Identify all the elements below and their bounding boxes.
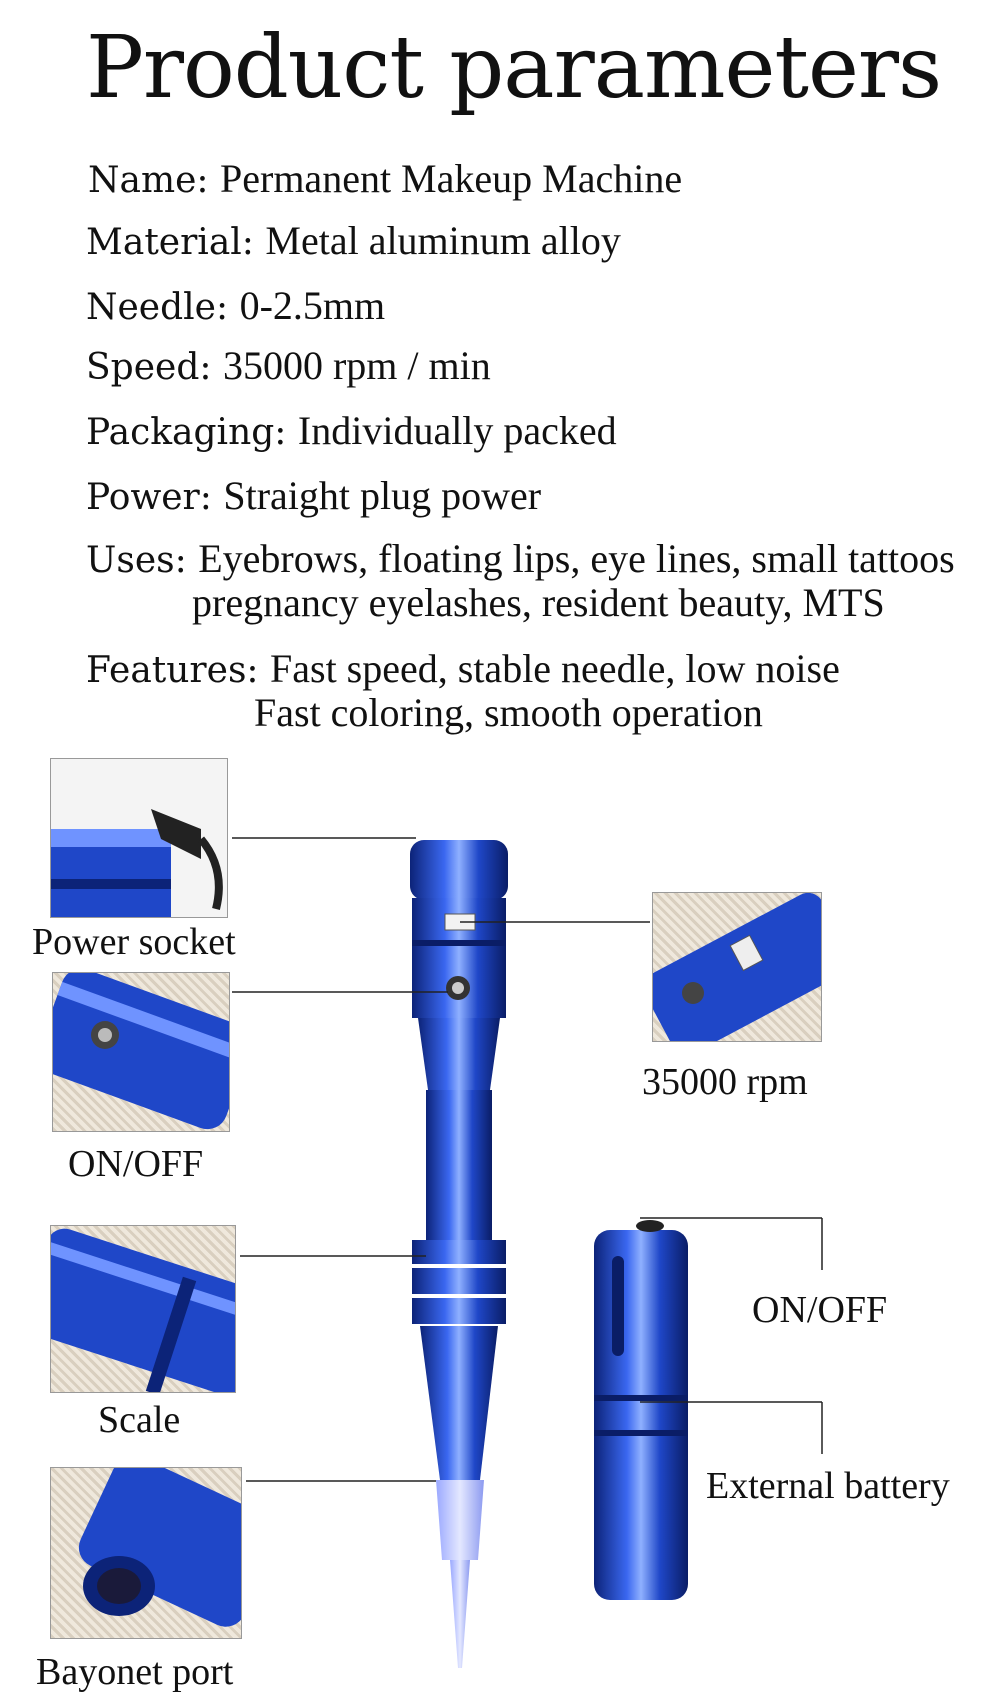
spec-material: Material: Metal aluminum alloy [86, 218, 621, 263]
spec-packaging: Packaging: Individually packed [86, 408, 617, 453]
label-rpm: 35000 rpm [642, 1061, 808, 1103]
spec-needle: Needle: 0-2.5mm [86, 283, 386, 328]
label-bayonet-port: Bayonet port [36, 1651, 234, 1693]
pen-machine [410, 840, 508, 1668]
spec-uses: Uses: Eyebrows, floating lips, eye lines, small tattoos pregnancy eyelashes, resident beauty, MTS [86, 536, 955, 625]
spec-speed: Speed: 35000 rpm / min [86, 343, 491, 388]
spec-name: Name: Permanent Makeup Machine [88, 156, 683, 201]
label-power-socket: Power socket [32, 921, 236, 963]
spec-features: Features: Fast speed, stable needle, low noise Fast coloring, smooth operation [86, 646, 840, 735]
label-on-off-right: ON/OFF [752, 1289, 888, 1331]
spec-power: Power: Straight plug power [86, 473, 542, 518]
leader-lines [232, 838, 822, 1481]
label-on-off-left: ON/OFF [68, 1143, 204, 1185]
label-scale: Scale [98, 1399, 181, 1441]
label-external-battery: External battery [706, 1465, 950, 1507]
page-title: Product parameters [86, 18, 942, 118]
external-battery [594, 1220, 688, 1600]
